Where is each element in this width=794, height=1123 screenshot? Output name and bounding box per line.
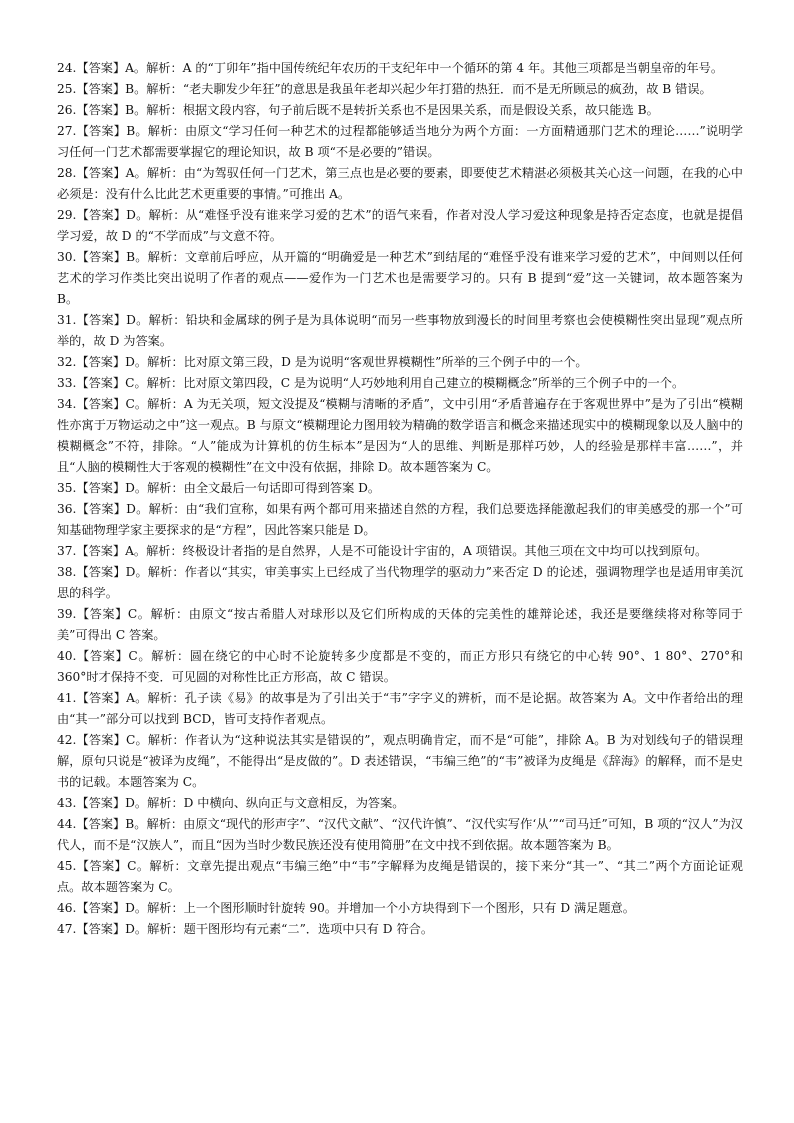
answer-item-29: 29.【答案】D。解析：从“难怪乎没有谁来学习爱的艺术”的语气来看，作者对没人学习爱这种现象是持否定态度，也就是提倡学习爱，故 D 的“不学而成”与文意不符。	[57, 208, 743, 243]
answer-item-33: 33.【答案】C。解析：比对原文第四段，C 是为说明“人巧妙地利用自己建立的模糊概念”所举的三个例子中的一个。	[57, 376, 685, 390]
answer-item-40: 40.【答案】C。解析：圆在绕它的中心时不论旋转多少度都是不变的，而正方形只有绕它的中心转 90°、1 80°、270°和 360°时才保持不变．可见圆的对称性比正方形高，故 C 错误。	[57, 649, 743, 684]
answer-item-47: 47.【答案】D。解析：题干图形均有元素“二”．选项中只有 D 符合。	[57, 922, 434, 936]
answer-item-27: 27.【答案】B。解析：由原文“学习任何一种艺术的过程都能够适当地分为两个方面：一方面精通那门艺术的理论……”说明学习任何一门艺术都需要掌握它的理论知识，故 B 项“不是必要的”错误。	[57, 124, 743, 159]
answer-item-46: 46.【答案】D。解析：上一个图形顺时针旋转 90。并增加一个小方块得到下一个图形，只有 D 满足题意。	[57, 901, 635, 915]
answer-item-28: 28.【答案】A。解析：由“为驾驭任何一门艺术，第三点也是必要的要素，即要使艺术精湛必须极其关心这一问题，在我的心中必须是：没有什么比此艺术更重要的事情。”可推出 A。	[57, 166, 743, 201]
answer-item-26: 26.【答案】B。解析：根据文段内容，句子前后既不是转折关系也不是因果关系，而是假设关系，故只能选 B。	[57, 103, 659, 117]
answer-item-32: 32.【答案】D。解析：比对原文第三段，D 是为说明“客观世界模糊性”所举的三个例子中的一个。	[57, 355, 588, 369]
answer-item-34: 34.【答案】C。解析：A 为无关项，短文没提及“模糊与清晰的矛盾”，文中引用“矛盾普遍存在于客观世界中”是为了引出“模糊性亦寓于万物运动之中”这一观点。B 与原文“模糊理论力图用较为精确的数学语言和概念来描述现实中的模糊现象以及人脑中的模糊概念”不符，排除。“人”能成为计算机的仿生标本”是因为“人的思维、判断是那样巧妙，人的经验是那样丰富……”，并且“人脑的模糊性大于客观的模糊性”在文中没有依据，排除 D。故本题答案为 C。	[57, 397, 743, 474]
answer-item-39: 39.【答案】C。解析：由原文“按古希腊人对球形以及它们所构成的天体的完美性的雄辩论述，我还是要继续将对称等同于美”可得出 C 答案。	[57, 607, 743, 642]
answer-item-35: 35.【答案】D。解析：由全文最后一句话即可得到答案 D。	[57, 481, 381, 495]
answer-item-43: 43.【答案】D。解析：D 中横向、纵向正与文意相反，为答案。	[57, 796, 405, 810]
answer-item-42: 42.【答案】C。解析：作者认为“这种说法其实是错误的”，观点明确肯定，而不是“可能”，排除 A。B 为对划线句子的错误理解，原句只说是“被译为皮绳”，不能得出“是皮做的”。D 表述错误，“韦编三绝”的“韦”被译为皮绳是《辞海》的解释，而不是史书的记载。本题答案为 C。	[57, 733, 743, 789]
answer-item-30: 30.【答案】B。解析：文章前后呼应，从开篇的“明确爱是一种艺术”到结尾的“难怪乎没有谁来学习爱的艺术”，中间则以任何艺术的学习作类比突出说明了作者的观点——爱作为一门艺术也是需要学习的。只有 B 提到“爱”这一关键词，故本题答案为 B。	[57, 250, 743, 306]
answer-explanations	[57, 58, 743, 940]
answer-item-41: 41.【答案】A。解析：孔子读《易》的故事是为了引出关于“韦”字字义的辨析，而不是论据。故答案为 A。文中作者给出的理由“其一”部分可以找到 BCD，皆可支持作者观点。	[57, 691, 743, 726]
answer-item-36: 36.【答案】D。解析：由“我们宣称，如果有两个都可用来描述自然的方程，我们总要选择能激起我们的审美感受的那一个”可知基础物理学家主要探求的是“方程”，因此答案只能是 D。	[57, 502, 743, 537]
answer-item-25: 25.【答案】B。解析：“老夫聊发少年狂”的意思是我虽年老却兴起少年打猎的热狂．而不是无所顾忌的疯劲，故 B 错误。	[57, 82, 712, 96]
answer-item-45: 45.【答案】C。解析：文章先提出观点“韦编三绝”中“韦”字解释为皮绳是错误的，接下来分“其一”、“其二”两个方面论证观点。故本题答案为 C。	[57, 859, 743, 894]
answer-item-44: 44.【答案】B。解析：由原文“现代的形声字”、“汉代文献”、“汉代许慎”、“汉代实写作‘从’”“司马迁”可知，B 项的“汉人”为汉代人，而不是“汉族人”，而且“因为当时少数民族还没有使用简册”在文中找不到依据。故本题答案为 B。	[57, 817, 743, 852]
answer-item-37: 37.【答案】A。解析：终极设计者指的是自然界，人是不可能设计宇宙的，A 项错误。其他三项在文中均可以找到原句。	[57, 544, 708, 558]
answer-item-38: 38.【答案】D。解析：作者以“其实，审美事实上已经成了当代物理学的驱动力”来否定 D 的论述，强调物理学也是适用审美沉思的科学。	[57, 565, 743, 600]
answer-item-24: 24.【答案】A。解析：A 的“丁卯年”指中国传统纪年农历的干支纪年中一个循环的第 4 年。其他三项都是当朝皇帝的年号。	[57, 61, 724, 75]
answer-item-31: 31.【答案】D。解析：铅块和金属球的例子是为具体说明“而另一些事物放到漫长的时间里考察也会使模糊性突出显现”观点所举的，故 D 为答案。	[57, 313, 743, 348]
